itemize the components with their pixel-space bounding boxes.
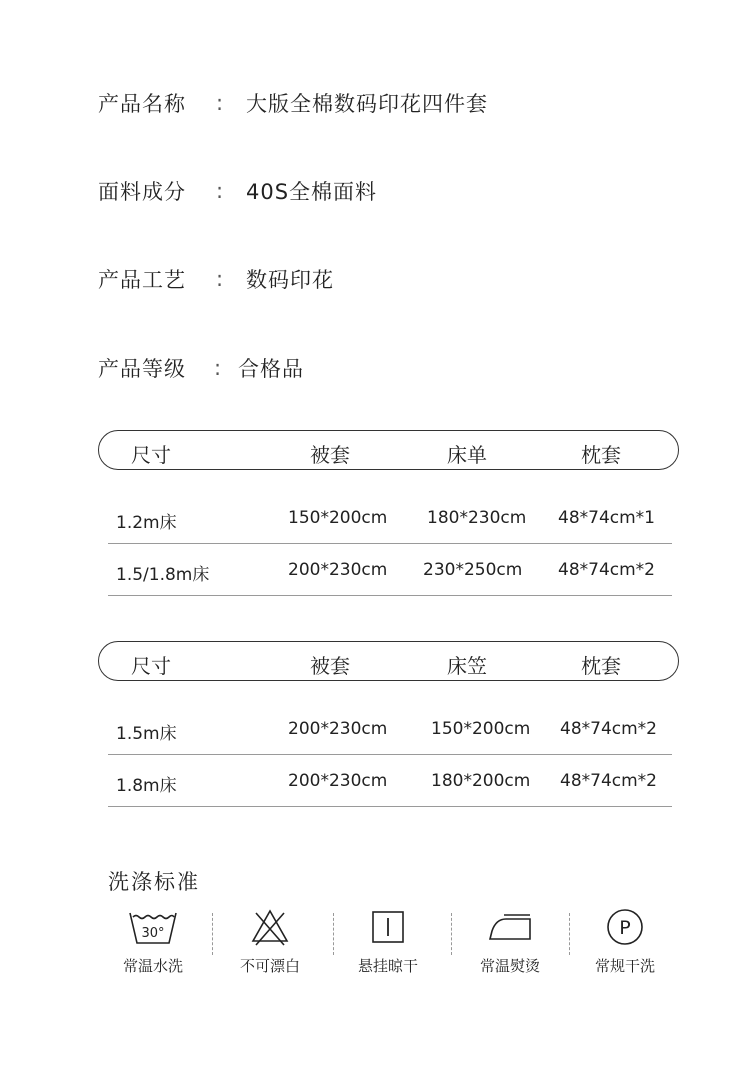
wash-label: 悬挂晾干 xyxy=(357,957,418,975)
cell-sheet: 180*230cm xyxy=(427,508,527,528)
wash-30-icon xyxy=(103,905,203,949)
info-row-grade xyxy=(98,353,304,383)
info-row-fabric xyxy=(98,176,377,206)
header-pillowcase: 枕套 xyxy=(581,654,621,678)
cell-fitted-sheet: 180*200cm xyxy=(431,771,531,791)
wash-item-iron xyxy=(460,905,560,976)
divider xyxy=(451,913,452,955)
wash-item-dry-clean xyxy=(575,905,675,976)
table-row xyxy=(108,702,672,755)
info-colon: : xyxy=(216,179,225,203)
divider xyxy=(569,913,570,955)
cell-pillowcase: 48*74cm*2 xyxy=(560,719,657,739)
wash-label: 常规干洗 xyxy=(594,957,655,975)
info-value: 大版全棉数码印花四件套 xyxy=(246,92,488,116)
cell-duvet: 150*200cm xyxy=(288,508,388,528)
cell-sheet: 230*250cm xyxy=(423,560,523,580)
table-row xyxy=(108,491,672,544)
info-label: 产品工艺 xyxy=(98,268,186,292)
divider xyxy=(212,913,213,955)
header-duvet: 被套 xyxy=(310,654,350,678)
wash-item-hand-wash xyxy=(103,905,203,976)
info-label: 产品等级 xyxy=(98,357,186,381)
iron-icon xyxy=(460,905,560,949)
cell-fitted-sheet: 150*200cm xyxy=(431,719,531,739)
info-row-name xyxy=(98,88,488,118)
size-table-1-header xyxy=(98,430,679,470)
wash-temp: 30° xyxy=(141,926,165,941)
info-value: 数码印花 xyxy=(246,268,334,292)
hang-dry-icon xyxy=(338,905,438,949)
cell-duvet: 200*230cm xyxy=(288,771,388,791)
header-duvet: 被套 xyxy=(310,443,350,467)
cell-size: 1.2m床 xyxy=(116,513,177,533)
table-row xyxy=(108,543,672,596)
divider xyxy=(333,913,334,955)
cell-size: 1.5m床 xyxy=(116,724,177,744)
wash-item-no-bleach xyxy=(220,905,320,976)
cell-pillowcase: 48*74cm*1 xyxy=(558,508,655,528)
cell-size: 1.8m床 xyxy=(116,776,177,796)
header-sheet: 床单 xyxy=(447,443,487,467)
size-table-2-header xyxy=(98,641,679,681)
info-colon: : xyxy=(214,356,223,380)
info-label: 产品名称 xyxy=(98,92,186,116)
wash-label: 常温熨烫 xyxy=(479,957,540,975)
table-row xyxy=(108,754,672,807)
info-label: 面料成分 xyxy=(98,180,186,204)
cell-size: 1.5/1.8m床 xyxy=(116,565,210,585)
no-bleach-icon xyxy=(220,905,320,949)
info-colon: : xyxy=(216,267,225,291)
dry-clean-symbol: P xyxy=(619,917,631,939)
header-size: 尺寸 xyxy=(131,443,171,467)
info-colon: : xyxy=(216,91,225,115)
cell-duvet: 200*230cm xyxy=(288,560,388,580)
header-fitted-sheet: 床笠 xyxy=(447,654,487,678)
info-row-craft xyxy=(98,264,334,294)
info-value: 合格品 xyxy=(238,357,304,381)
wash-label: 常温水洗 xyxy=(122,957,183,975)
header-pillowcase: 枕套 xyxy=(581,443,621,467)
wash-item-hang-dry xyxy=(338,905,438,976)
cell-pillowcase: 48*74cm*2 xyxy=(560,771,657,791)
wash-title: 洗涤标准 xyxy=(108,870,200,894)
dry-clean-p-icon xyxy=(575,905,675,949)
cell-pillowcase: 48*74cm*2 xyxy=(558,560,655,580)
info-value: 40S全棉面料 xyxy=(246,180,378,204)
header-size: 尺寸 xyxy=(131,654,171,678)
cell-duvet: 200*230cm xyxy=(288,719,388,739)
wash-label: 不可漂白 xyxy=(239,957,300,975)
